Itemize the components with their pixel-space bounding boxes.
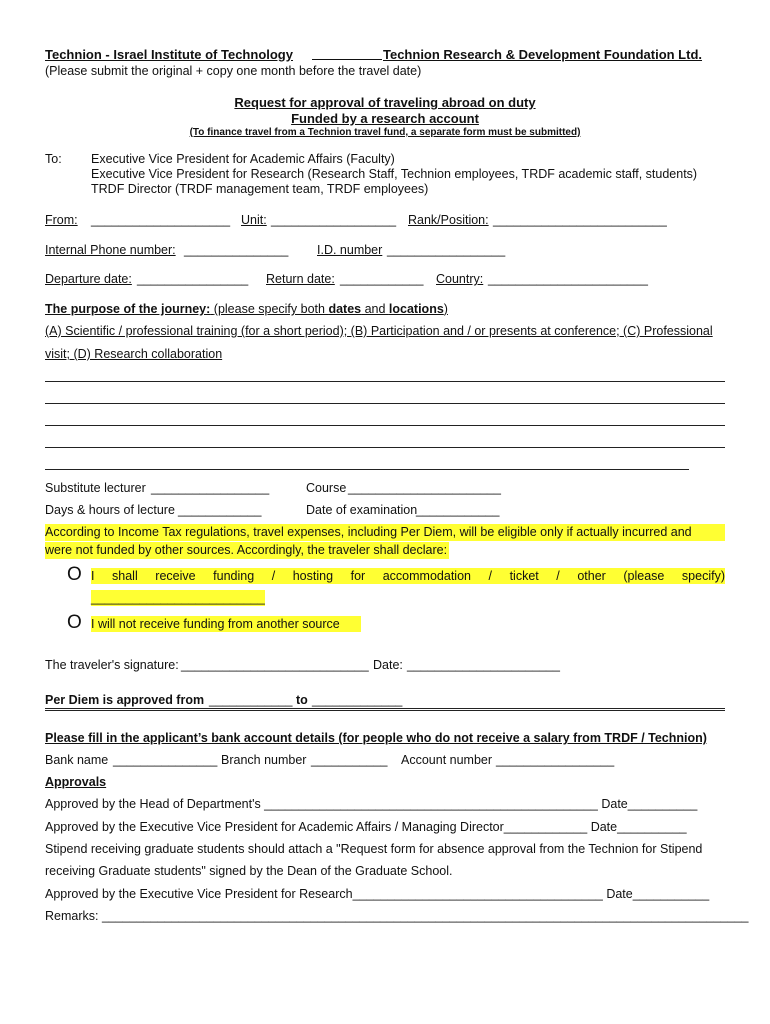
signature-date-label: Date: (373, 658, 403, 672)
option-receive-funding-radio[interactable]: O (67, 564, 82, 585)
foundation-title: Technion Research & Development Foundation Ltd. (383, 47, 703, 62)
form-title-line1: Request for approval of traveling abroad on duty (234, 95, 536, 110)
signature-field[interactable]: ___________________________ (181, 658, 369, 672)
option1-word: accommodation (382, 569, 471, 583)
course-field[interactable]: ______________________ (348, 481, 501, 495)
branch-number-label: Branch number (221, 753, 307, 767)
purpose-options-line2: visit; (D) Research collaboration (45, 347, 223, 361)
country-label: Country: (436, 272, 484, 286)
purpose-heading: The purpose of the journey: (45, 302, 211, 316)
form-subnote: (To finance travel from a Technion travel fund, a separate form must be submitted) (189, 127, 581, 138)
purpose-hint-locations: locations (388, 302, 444, 316)
return-label: Return date: (266, 272, 335, 286)
exam-date-field[interactable]: ____________ (416, 503, 500, 517)
per-diem-label: Per Diem is approved from (45, 693, 205, 707)
option1-word: (please (623, 569, 665, 583)
id-field[interactable]: _________________ (387, 243, 506, 257)
purpose-hint-suffix: ) (443, 302, 448, 316)
lecture-days-field[interactable]: ____________ (178, 503, 262, 517)
id-label: I.D. number (317, 243, 383, 257)
per-diem-to-label: to (296, 693, 308, 707)
to-label: To: (45, 152, 62, 166)
option1-word: for (350, 569, 366, 583)
option1-word: I (91, 569, 95, 583)
unit-label: Unit: (241, 213, 267, 227)
exam-date-label: Date of examination (306, 503, 418, 517)
substitute-lecturer-field[interactable]: _________________ (151, 481, 270, 495)
rank-field[interactable]: _________________________ (493, 213, 667, 227)
option1-word: / (488, 569, 493, 583)
option1-word: specify) (681, 569, 725, 583)
purpose-options-line1: (A) Scientific / professional training (for a short period); (B) Participation and / or presents at conference; (C) Professional (45, 324, 713, 338)
phone-label: Internal Phone number: (45, 243, 176, 257)
departure-label: Departure date: (45, 272, 132, 286)
purpose-hint-dates: dates (328, 302, 362, 316)
account-number-field[interactable]: _________________ (496, 753, 615, 767)
recipient-line-3: TRDF Director (TRDF management team, TRDF employees) (91, 182, 429, 196)
unit-field[interactable]: __________________ (271, 213, 397, 227)
option1-word: receive (155, 569, 196, 583)
bank-name-field[interactable]: _______________ (113, 753, 218, 767)
purpose-line-1[interactable] (45, 381, 725, 382)
account-number-label: Account number (401, 753, 493, 767)
option1-word: / (271, 569, 276, 583)
option1-word: shall (112, 569, 138, 583)
option1-word: other (577, 569, 606, 583)
purpose-line-2[interactable] (45, 403, 725, 404)
purpose-heading-row (45, 302, 448, 316)
purpose-line-5[interactable] (45, 469, 689, 470)
purpose-hint-prefix: (please specify both (213, 302, 329, 316)
stipend-note-line2: receiving Graduate students" signed by the Dean of the Graduate School. (45, 864, 453, 878)
option1-word: ticket (509, 569, 539, 583)
branch-number-field[interactable]: ___________ (311, 753, 388, 767)
head-of-department-approval[interactable]: Approved by the Head of Department's ________________________________________________ Date__________ (45, 797, 698, 811)
bank-heading: Please fill in the applicant’s bank account details (for people who do not receive a salary from TRDF / Technion) (45, 731, 707, 745)
purpose-hint-and: and (361, 302, 389, 316)
course-label: Course (306, 481, 347, 495)
section-divider (45, 708, 725, 711)
option-no-funding-text: I will not receive funding from another source (91, 616, 361, 632)
rank-label: Rank/Position: (408, 213, 489, 227)
recipient-line-1: Executive Vice President for Academic Affairs (Faculty) (91, 152, 395, 166)
departure-field[interactable]: ________________ (137, 272, 249, 286)
option1-word: / (556, 569, 560, 583)
institute-title: Technion - Israel Institute of Technology (45, 47, 293, 62)
signature-date-field[interactable]: ______________________ (407, 658, 560, 672)
country-field[interactable]: _______________________ (488, 272, 648, 286)
recipient-line-2: Executive Vice President for Research (Research Staff, Technion employees, TRDF academic staff, students) (91, 167, 698, 181)
option-funding-specify-field[interactable]: _________________________ (91, 591, 265, 605)
bank-name-label: Bank name (45, 753, 109, 767)
tax-notice-line1: According to Income Tax regulations, travel expenses, including Per Diem, will be eligible only if actually incurred and (45, 524, 725, 541)
return-field[interactable]: ____________ (340, 272, 424, 286)
form-title-line2: Funded by a research account (291, 111, 479, 126)
stipend-note-line1: Stipend receiving graduate students should attach a "Request form for absence approval from the Technion for Stipend (45, 842, 703, 856)
from-field[interactable]: ____________________ (91, 213, 231, 227)
purpose-line-4[interactable] (45, 447, 725, 448)
lecture-days-label: Days & hours of lecture (45, 503, 175, 517)
purpose-line-3[interactable] (45, 425, 725, 426)
option1-word: hosting (292, 569, 334, 583)
per-diem-to-field[interactable]: _____________ (312, 693, 403, 707)
per-diem-from-field[interactable]: ____________ (209, 693, 293, 707)
evp-research-approval[interactable]: Approved by the Executive Vice President for Research____________________________________ Date___________ (45, 887, 710, 901)
from-label: From: (45, 213, 78, 227)
signature-label: The traveler's signature: (45, 658, 179, 672)
substitute-lecturer-label: Substitute lecturer (45, 481, 146, 495)
submission-note: (Please submit the original + copy one month before the travel date) (45, 64, 422, 78)
header-spacer-line (312, 47, 382, 60)
approvals-heading: Approvals (45, 775, 107, 789)
option1-word: funding (213, 569, 255, 583)
evp-academic-approval[interactable]: Approved by the Executive Vice President for Academic Affairs / Managing Director____________ Date__________ (45, 820, 687, 834)
tax-notice-line2: were not funded by other sources. Accordingly, the traveler shall declare: (45, 543, 448, 557)
option-no-funding-radio[interactable]: O (67, 612, 82, 633)
option-receive-funding-text (91, 568, 725, 584)
phone-field[interactable]: _______________ (184, 243, 289, 257)
remarks-field[interactable]: Remarks: _____________________________________________________________________________________________ (45, 909, 749, 923)
